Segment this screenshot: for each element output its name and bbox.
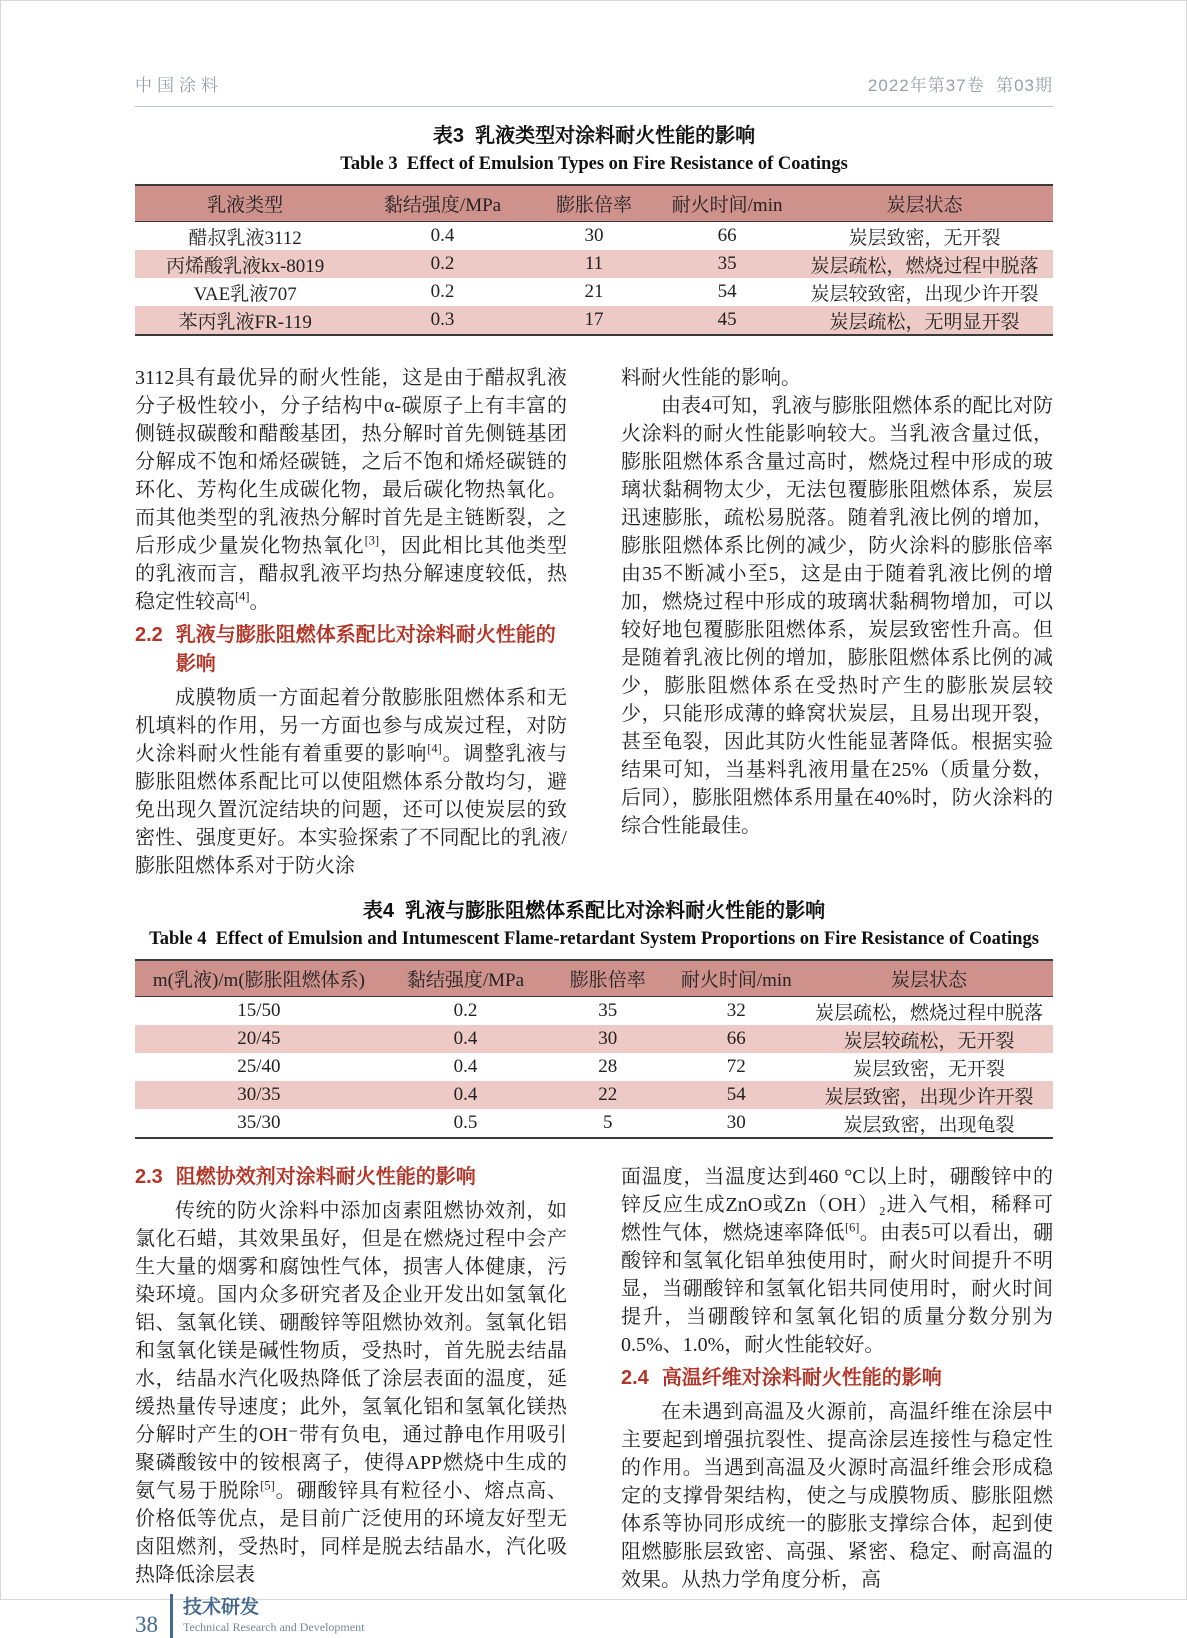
- footer-divider: [170, 1594, 173, 1638]
- paragraph: 传统的防火涂料中添加卤素阻燃协效剂，如氯化石蜡，其效果虽好，但是在燃烧过程中会产生大量的烟雾和腐蚀性气体，损害人体健康，污染环境。国内众多研究者及企业开发出如氢氧化铝、氢氧化镁、硼酸锌等阻燃协效剂。氢氧化铝和氢氧化镁是碱性物质，受热时，首先脱去结晶水，结晶水汽化吸热降低了涂层表面的温度，延缓热量传导速度；此外，氢氧化铝和氢氧化镁热分解时产生的OH⁻带有负电，通过静电作用吸引聚磷酸铵中的铵根离子，使得APP燃烧中生成的氨气易于脱除[5]。硼酸锌具有粒径小、熔点高、价格低等优点，是目前广泛使用的环境友好型无卤阻燃剂，受热时，同样是脱去结晶水，汽化吸热降低涂层表: [135, 1200, 568, 1586]
- table-cell: 35: [598, 1000, 618, 1021]
- table3-caption-zh: 表3 乳液类型对涂料耐火性能的影响: [432, 125, 756, 147]
- page-number: 38: [135, 1612, 158, 1637]
- table4-caption-zh: 表4 乳液与膨胀阻燃体系配比对涂料耐火性能的影响: [362, 900, 826, 922]
- table-cell: 0.5: [453, 1112, 478, 1133]
- footer-section-en: Technical Research and Development: [183, 1620, 365, 1634]
- table-cell: 28: [598, 1056, 618, 1077]
- table-cell: 炭层致密，无开裂: [853, 1058, 1006, 1080]
- table3: [135, 184, 1053, 336]
- table-cell: 66: [717, 225, 737, 246]
- table-cell: 丙烯酸乳液kx-8019: [165, 255, 325, 277]
- table-row: [135, 1081, 1053, 1109]
- paragraph: 在未遇到高温及火源前，高温纤维在涂层中主要起到增强抗裂性、提高涂层连接性与稳定性的作用。当遇到高温及火源时高温纤维会形成稳定的支撑骨架结构，使之与成膜物质、膨胀阻燃体系等协同形成统一的膨胀支撑综合体，起到使阻燃膨胀层致密、高强、紧密、稳定、耐高温的效果。从热力学角度分析，高: [621, 1401, 1053, 1591]
- table-row: [135, 997, 1053, 1026]
- table-cell: 21: [584, 281, 604, 302]
- table-cell: 0.4: [453, 1056, 478, 1077]
- table-cell: 66: [726, 1028, 746, 1049]
- table-cell: 0.2: [430, 253, 455, 274]
- table-cell: 炭层疏松，无明显开裂: [829, 311, 1020, 333]
- table-cell: 醋叔乳液3112: [188, 227, 302, 249]
- table3-col-header: 耐火时间/min: [658, 185, 796, 222]
- section-number: 2.2: [135, 624, 163, 646]
- right-column-bottom: [621, 1163, 1053, 1594]
- left-column-bottom: [135, 1163, 567, 1594]
- table3-col-header: 膨胀倍率: [530, 185, 659, 222]
- body-columns-bottom: [135, 1163, 1053, 1594]
- table-cell: 0.4: [453, 1084, 478, 1105]
- table-cell: 11: [584, 253, 604, 274]
- section-title: 阻燃协效剂对涂料耐火性能的影响: [175, 1166, 476, 1188]
- table-row: [135, 250, 1053, 278]
- table-cell: 0.4: [453, 1028, 478, 1049]
- table4-header-row: [135, 960, 1053, 997]
- table-cell: 炭层较致密，出现少许开裂: [810, 283, 1039, 305]
- table-cell: 35: [717, 253, 737, 274]
- table-cell: 54: [717, 281, 737, 302]
- table-row: [135, 278, 1053, 306]
- paragraph: 料耐火性能的影响。: [621, 367, 801, 389]
- section-title: 乳液与膨胀阻燃体系配比对涂料耐火性能的影响: [175, 624, 556, 675]
- table-cell: 炭层致密，出现少许开裂: [824, 1086, 1034, 1108]
- table-cell: 炭层较疏松，无开裂: [843, 1030, 1015, 1052]
- table-cell: 72: [726, 1056, 746, 1077]
- table-cell: 30: [726, 1112, 746, 1133]
- table3-header-row: [135, 185, 1053, 222]
- table-cell: 炭层疏松，燃烧过程中脱落: [810, 255, 1039, 277]
- table-row: [135, 222, 1053, 251]
- issue-info: 2022年第37卷 第03期: [867, 76, 1053, 95]
- paragraph: 面温度，当温度达到460 °C以上时，硼酸锌中的锌反应生成ZnO或Zn（OH）₂进入气相，稀释可燃性气体，燃烧速率降低[6]。由表5可以看出，硼酸锌和氢氧化铝单独使用时，耐火时间提升不明显，当硼酸锌和氢氧化铝共同使用时，耐火时间提升，当硼酸锌和氢氧化铝的质量分数分别为0.5%、1.0%，耐火性能较好。: [621, 1166, 1053, 1356]
- table3-col-header: 炭层状态: [796, 185, 1053, 222]
- table3-col-header: 黏结强度/MPa: [355, 185, 529, 222]
- section-number: 2.4: [621, 1367, 649, 1389]
- table-cell: 32: [726, 1000, 746, 1021]
- table4-col-header: 炭层状态: [805, 960, 1053, 997]
- table-cell: 54: [726, 1084, 746, 1105]
- page-footer: [135, 1594, 1053, 1638]
- paragraph: 由表4可知，乳液与膨胀阻燃体系的配比对防火涂料的耐火性能影响较大。当乳液含量过低，膨胀阻燃体系含量过高时，燃烧过程中形成的玻璃状黏稠物太少，无法包覆膨胀阻燃体系，炭层迅速膨胀，疏松易脱落。随着乳液比例的增加，膨胀阻燃体系比例的减少，防火涂料的膨胀倍率由35不断减小至5，这是由于随着乳液比例的增加，燃烧过程中形成的玻璃状黏稠物增加，可以较好地包覆膨胀阻燃体系，炭层致密性升高。但是随着乳液比例的增加，膨胀阻燃体系比例的减少，膨胀阻燃体系在受热时产生的膨胀炭层较少，只能形成薄的蜂窝状炭层，且易出现开裂，甚至龟裂，因此其防火性能显著降低。根据实验结果可知，当基料乳液用量在25%（质量分数，后同），膨胀阻燃体系用量在40%时，防火涂料的综合性能最佳。: [621, 395, 1053, 837]
- table-row: [135, 1109, 1053, 1138]
- table-cell: 22: [598, 1084, 618, 1105]
- table-cell: 15/50: [237, 1000, 281, 1021]
- section-heading-2-2: [135, 621, 567, 679]
- table-cell: 炭层致密，出现龟裂: [843, 1114, 1015, 1136]
- page-header: [135, 75, 1053, 107]
- footer-section-zh: 技术研发: [183, 1597, 260, 1618]
- table-cell: 30: [598, 1028, 618, 1049]
- table-cell: 35/30: [237, 1112, 281, 1133]
- paragraph: 成膜物质一方面起着分散膨胀阻燃体系和无机填料的作用，另一方面也参与成炭过程，对防火涂料耐火性能有着重要的影响[4]。调整乳液与膨胀阻燃体系配比可以使阻燃体系分散均匀，避免出现久置沉淀结块的问题，还可以使炭层的致密性、强度更好。本实验探索了不同配比的乳液/膨胀阻燃体系对于防火涂: [135, 687, 568, 877]
- journal-name: 中国涂料: [135, 76, 223, 95]
- table-cell: VAE乳液707: [193, 283, 297, 305]
- footer-section: [183, 1597, 364, 1635]
- table-cell: 20/45: [237, 1028, 281, 1049]
- paragraph: 3112具有最优异的耐火性能，这是由于醋叔乳液分子极性较小，分子结构中α-碳原子上有丰富的侧链叔碳酸和醋酸基团，热分解时首先侧链基团分解成不饱和烯烃碳链，之后不饱和烯烃碳链的环化、芳构化生成碳化物，最后碳化物热氧化。而其他类型的乳液热分解时首先是主链断裂，之后形成少量炭化物热氧化[3]，因此相比其他类型的乳液而言，醋叔乳液平均热分解速度较低，热稳定性较高[4]。: [135, 367, 568, 613]
- table-cell: 17: [584, 309, 604, 330]
- table-cell: 45: [717, 309, 737, 330]
- table-cell: 0.4: [430, 225, 455, 246]
- table4-col-header: 黏结强度/MPa: [383, 960, 548, 997]
- table-cell: 30: [584, 225, 604, 246]
- right-column-top: [621, 364, 1053, 880]
- table4-col-header: 膨胀倍率: [548, 960, 667, 997]
- table3-col-header: 乳液类型: [135, 185, 355, 222]
- section-title: 高温纤维对涂料耐火性能的影响: [661, 1367, 942, 1389]
- left-column-top: [135, 364, 567, 880]
- section-number: 2.3: [135, 1166, 163, 1188]
- section-heading-2-3: [135, 1163, 567, 1192]
- table4-col-header: m(乳液)/m(膨胀阻燃体系): [135, 960, 383, 997]
- table-cell: 炭层疏松，燃烧过程中脱落: [815, 1002, 1044, 1024]
- table3-caption-en: Table 3 Effect of Emulsion Types on Fire Resistance of Coatings: [340, 154, 848, 174]
- table-cell: 30/35: [237, 1084, 281, 1105]
- table-cell: 0.2: [430, 281, 455, 302]
- table4: [135, 959, 1053, 1139]
- table4-caption-en: Table 4 Effect of Emulsion and Intumescent Flame-retardant System Proportions on Fire Resistance of Coatings: [149, 929, 1039, 949]
- table4-col-header: 耐火时间/min: [667, 960, 805, 997]
- body-columns-top: [135, 364, 1053, 880]
- table-cell: 炭层致密，无开裂: [848, 227, 1001, 249]
- table-cell: 0.3: [430, 309, 455, 330]
- table-cell: 25/40: [237, 1056, 281, 1077]
- table-cell: 0.2: [453, 1000, 478, 1021]
- section-heading-2-4: [621, 1364, 1053, 1393]
- table-cell: 苯丙乳液FR-119: [178, 311, 312, 333]
- table-row: [135, 306, 1053, 335]
- table-row: [135, 1053, 1053, 1081]
- table-cell: 5: [603, 1112, 613, 1133]
- table-row: [135, 1025, 1053, 1053]
